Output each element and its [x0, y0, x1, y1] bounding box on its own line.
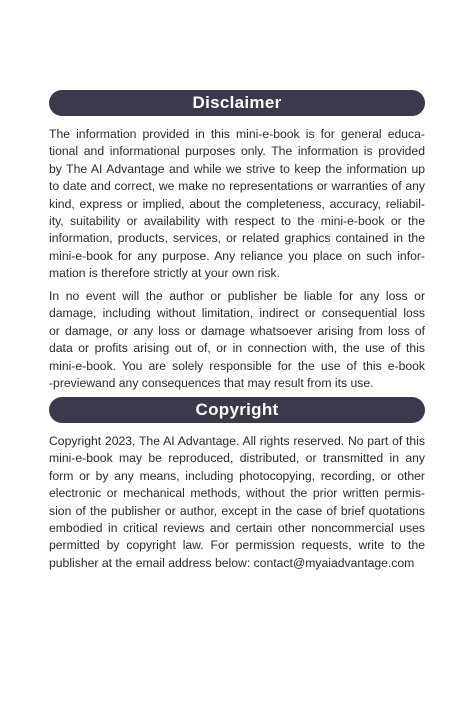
text-line: The information provided in this mini-e-book is for general educa-	[49, 127, 425, 141]
text-line: by The AI Advantage and while we strive to keep the information up	[49, 161, 425, 176]
text-line: kind, express or implied, about the completeness, accuracy, reliabil-	[49, 196, 425, 211]
text-line: to date and correct, we make no representations or warranties of any	[49, 179, 425, 194]
text-line: ity, suitability or availability with respect to the mini-e-book or the	[49, 214, 425, 229]
disclaimer-paragraph-2	[49, 288, 425, 392]
text-line: mini-e-book may be reproduced, distributed, or transmitted in any	[49, 451, 425, 466]
disclaimer-paragraph-1	[49, 126, 425, 283]
copyright-heading: Copyright	[49, 397, 425, 423]
text-line: damage, including without limitation, indirect or consequential loss	[49, 306, 425, 321]
text-line: mation is therefore strictly at your own risk.	[49, 266, 280, 281]
text-line: mini-e-book. You are solely responsible for the use of this e-book	[49, 358, 425, 373]
text-line: mini-e-book for any purpose. Any reliance you place on such infor-	[49, 248, 425, 263]
text-line: or damage, or any loss or damage whatsoever arising from loss of	[49, 323, 425, 338]
text-line: data or profits arising out of, or in connection with, the use of this	[49, 341, 425, 356]
disclaimer-heading: Disclaimer	[49, 90, 425, 116]
text-line: Copyright 2023, The AI Advantage. All rights reserved. No part of this	[49, 434, 425, 448]
text-line: tional and informational purposes only. The information is provided	[49, 144, 425, 159]
text-line: permitted by copyright law. For permission requests, write to the	[49, 538, 425, 553]
copyright-paragraph	[49, 433, 425, 572]
text-line: -previewand any consequences that may result from its use.	[49, 376, 374, 391]
text-line: information, products, services, or related graphics contained in the	[49, 231, 425, 246]
text-line: form or by any means, including photocopying, recording, or other	[49, 468, 425, 483]
text-line: publisher at the email address below: contact@myaiadvantage.com	[49, 555, 415, 570]
text-line: In no event will the author or publisher be liable for any loss or	[49, 289, 425, 303]
text-line: electronic or mechanical methods, without the prior written permis-	[49, 486, 425, 501]
text-line: sion of the publisher or author, except in the case of brief quotations	[49, 503, 425, 518]
text-line: embodied in critical reviews and certain other noncommercial uses	[49, 521, 425, 536]
